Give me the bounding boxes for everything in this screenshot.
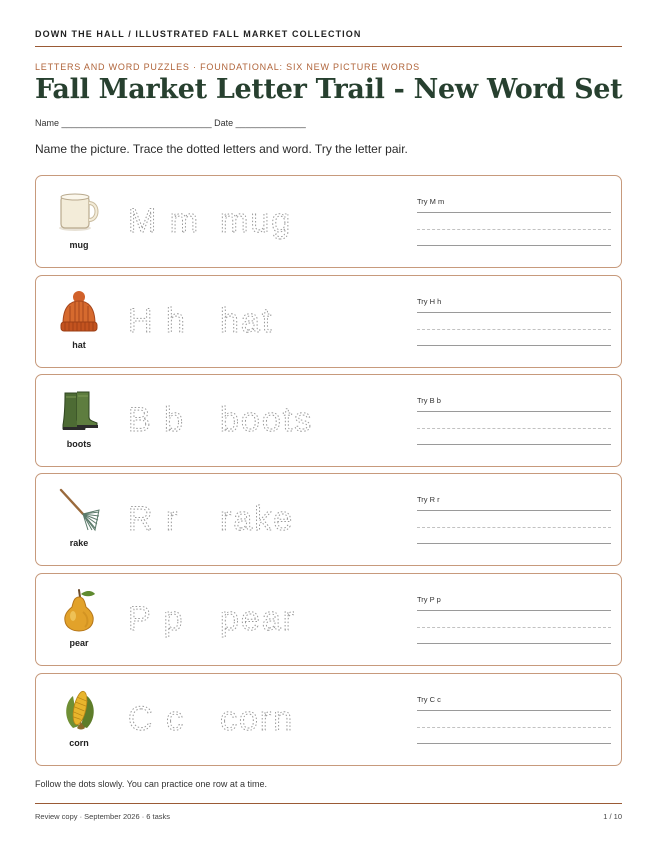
svg-text:rake: [220, 500, 294, 538]
svg-text:H h: [128, 302, 187, 340]
pear-icon: [52, 588, 106, 632]
trace-word[interactable]: [220, 198, 380, 247]
footnote: Follow the dots slowly. You can practice one row at a time.: [35, 779, 267, 789]
writing-line-mid[interactable]: [417, 727, 611, 728]
word-label: rake: [69, 538, 89, 548]
writing-line-top[interactable]: [417, 312, 611, 313]
footer-divider: [35, 803, 622, 804]
page-title: Fall Market Letter Trail - New Word Set: [35, 74, 623, 105]
trace-letter-pair[interactable]: [128, 397, 208, 446]
word-card-rake: [35, 473, 622, 566]
try-label: Try C c: [417, 695, 441, 704]
writing-line-mid[interactable]: [417, 527, 611, 528]
writing-line-top[interactable]: [417, 212, 611, 213]
svg-text:R r: [128, 500, 179, 538]
trace-letter-pair[interactable]: [128, 198, 208, 247]
word-label: corn: [69, 738, 89, 748]
writing-line-base[interactable]: [417, 543, 611, 544]
trace-word[interactable]: [220, 496, 380, 545]
svg-text:mug: [220, 202, 292, 240]
writing-line-top[interactable]: [417, 610, 611, 611]
word-card-mug: [35, 175, 622, 268]
word-card-boots: [35, 374, 622, 467]
instructions: Name the picture. Trace the dotted letters and word. Try the letter pair.: [35, 142, 408, 156]
footer-meta: Review copy · September 2026 · 6 tasks: [35, 812, 171, 821]
collection-header: DOWN THE HALL / ILLUSTRATED FALL MARKET COLLECTION: [35, 29, 362, 39]
svg-text:P p: [128, 600, 184, 638]
word-card-corn: [35, 673, 622, 766]
svg-text:C c: [128, 700, 185, 738]
writing-line-base[interactable]: [417, 643, 611, 644]
writing-line-top[interactable]: [417, 510, 611, 511]
writing-line-base[interactable]: [417, 743, 611, 744]
trace-word[interactable]: [220, 696, 380, 745]
svg-text:corn: [220, 700, 294, 738]
svg-text:hat: [220, 302, 273, 340]
writing-line-mid[interactable]: [417, 627, 611, 628]
kicker: LETTERS AND WORD PUZZLES · FOUNDATIONAL: SIX NEW PICTURE WORDS: [35, 62, 420, 72]
word-label: pear: [69, 638, 89, 648]
trace-word[interactable]: [220, 596, 380, 645]
word-card-pear: [35, 573, 622, 666]
writing-line-mid[interactable]: [417, 428, 611, 429]
try-label: Try H h: [417, 297, 442, 306]
trace-letter-pair[interactable]: [128, 696, 208, 745]
writing-line-base[interactable]: [417, 345, 611, 346]
svg-text:pear: [220, 600, 296, 638]
trace-word[interactable]: [220, 397, 380, 446]
svg-text:boots: [220, 401, 313, 439]
svg-text:M m: [128, 202, 200, 240]
boots-icon: [52, 389, 106, 433]
trace-letter-pair[interactable]: [128, 298, 208, 347]
page-number: 1 / 10: [603, 812, 622, 821]
header-divider: [35, 46, 622, 47]
writing-line-top[interactable]: [417, 710, 611, 711]
mug-icon: [52, 190, 106, 234]
writing-line-base[interactable]: [417, 444, 611, 445]
try-label: Try B b: [417, 396, 441, 405]
writing-line-base[interactable]: [417, 245, 611, 246]
try-label: Try P p: [417, 595, 441, 604]
try-label: Try M m: [417, 197, 445, 206]
word-label: mug: [69, 240, 89, 250]
word-label: hat: [72, 340, 86, 350]
writing-line-mid[interactable]: [417, 329, 611, 330]
trace-letter-pair[interactable]: [128, 596, 208, 645]
word-card-hat: [35, 275, 622, 368]
svg-text:B b: [128, 401, 185, 439]
corn-icon: [52, 688, 106, 732]
rake-icon: [52, 488, 106, 532]
word-label: boots: [66, 439, 92, 449]
trace-letter-pair[interactable]: [128, 496, 208, 545]
writing-line-top[interactable]: [417, 411, 611, 412]
try-label: Try R r: [417, 495, 440, 504]
writing-line-mid[interactable]: [417, 229, 611, 230]
name-date-line: Name ______________________________ Date ______________: [35, 118, 306, 128]
trace-word[interactable]: [220, 298, 380, 347]
knit-hat-icon: [52, 290, 106, 334]
